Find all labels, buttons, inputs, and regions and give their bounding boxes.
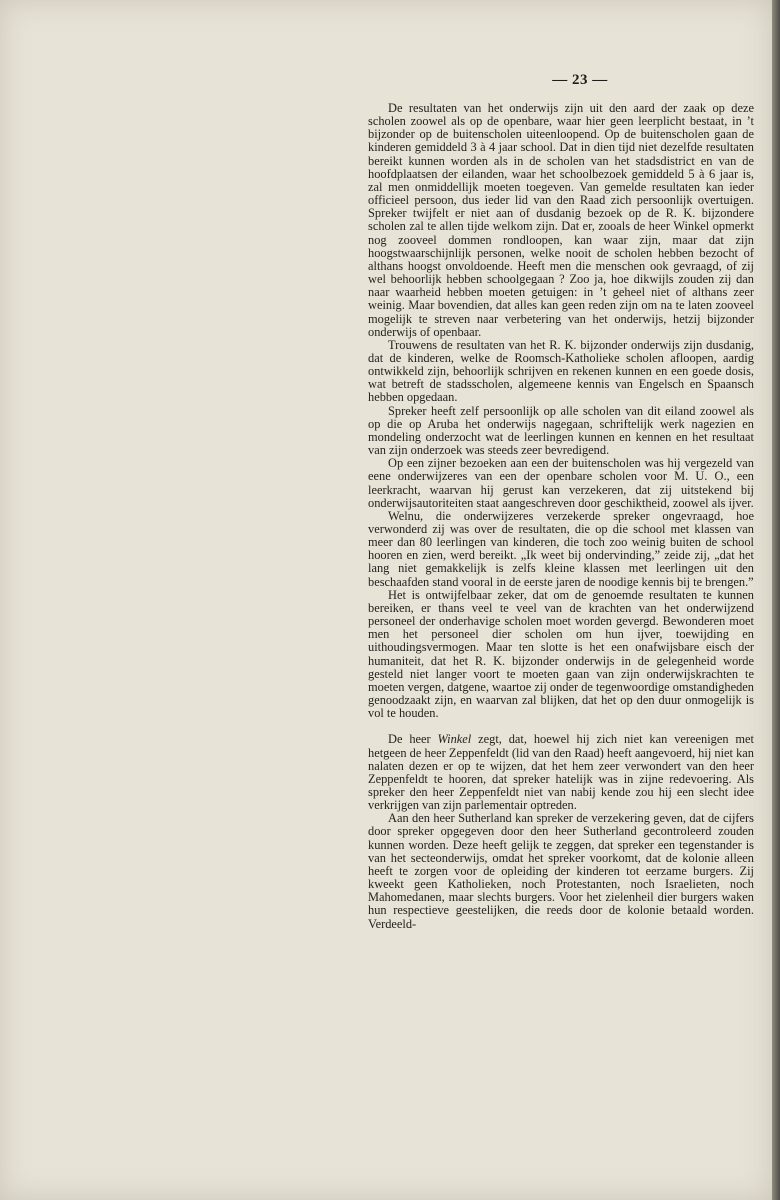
paragraph: Trouwens de resultaten van het R. K. bijzonder onderwijs zijn dusdanig, dat de kinderen, welke de Roomsch-Katholieke scholen afloopen, aardig ontwikkeld zijn, behoorlijk schrijven en rekenen kunnen en een goede dosis, wat betreft de stadsscholen, algemeene kennis van Engelsch en Spaansch hebben opgedaan. — [368, 337, 754, 405]
winkel-paragraph — [368, 733, 754, 812]
paragraph: Het is ontwijfelbaar zeker, dat om de genoemde resultaten te kunnen bereiken, er thans veel te veel van de krachten van het onderwijzend personeel der onderhavige scholen moet worden gevergd. Bewonderen moet men het personeel dier scholen om hun ijver, toewijding en uithoudingsvermogen. Maar ten slotte is het een onafwijsbare eisch der humaniteit, dat het R. K. bijzonder onderwijs in de gelegenheid worde gesteld niet langer voort te moeten gaan van zijn onderwijskrachten te moeten vergen, datgene, waartoe zij onder de tegenwoordige omstandigheden genoodzaakt zijn, en waarvan zal blijken, dat het op den duur onmogelijk is vol te houden. — [368, 587, 754, 721]
speaker-name: Winkel — [437, 732, 472, 747]
winkel-text: zegt, dat, hoewel hij zich niet kan vereenigen met hetgeen de heer Zeppenfeldt (lid van den Raad) heeft aangevoerd, hij niet kan nalaten dezen er op te wijzen, dat het hem zeer verwondert van den heer Zeppenfeldt te hooren, dat spreker hatelijk was in zijne redevoering. Als spreker den heer Zeppenfeldt niet van nabij kende zou hij een slecht idee verkrijgen van zijn parlementair optreden. — [368, 732, 755, 813]
paragraph: Aan den heer Sutherland kan spreker de verzekering geven, dat de cijfers door spreker opgegeven door den heer Sutherland gecontroleerd zouden kunnen worden. Deze heeft gelijk te zeggen, dat spreker een tegenstander is van het secteonderwijs, omdat het spreker voorkomt, dat de kolonie alleen heeft te zorgen voor de opleiding der kinderen tot eerzame burgers. Zij kweekt geen Katholieken, noch Protestanten, noch Israelieten, noch Mahomedanen, maar slechts burgers. Voor het zielenheil dier burgers waken hun respectieve geestelijken, die reeds door de kolonie betaald worden. Verdeeld- — [368, 811, 754, 931]
winkel-prefix: De heer — [388, 732, 438, 747]
paragraph: Op een zijner bezoeken aan een der buitenscholen was hij vergezeld van eene onderwijzeres van een der openbare scholen voor M. U. O., een leerkracht, waarvan hij gerust kan verzekeren, dat zij uitstekend bij onderwijsautoriteiten staat aangeschreven door geschiktheid, zoowel als ijver. — [368, 456, 754, 510]
paragraph: Spreker heeft zelf persoonlijk op alle scholen van dit eiland zoowel als op die op Aruba het onderwijs nagegaan, schriftelijk werk nagezien en mondeling onderzocht wat de leerlingen kunnen en kennen en het resultaat van zijn onderzoek was steeds zeer bevredigend. — [368, 403, 754, 458]
paragraph: De resultaten van het onderwijs zijn uit den aard der zaak op deze scholen zoowel als op de openbare, waar hier geen leerplicht bestaat, in ’t bijzonder op de buitenscholen uiteenloopend. Op de buitenscholen gaan de kinderen gemiddeld 3 à 4 jaar school. Dat in dien tijd niet dezelfde resultaten bereikt kunnen worden als in de scholen van het stadsdistrict en van de hoofdplaatsen der eilanden, waar het schoolbezoek gemiddeld 5 à 6 jaar is, zal men onmiddellijk moeten toegeven. Van gemelde resultaten kan ieder officieel persoon, dus ieder lid van den Raad zich persoonlijk overtuigen. Spreker twijfelt er niet aan of dusdanig bezoek op de R. K. bijzondere scholen zal te allen tijde welkom zijn. Dat er, zooals de heer Winkel opmerkt nog zooveel dommen rondloopen, kan waar zijn, maar dat zijn hoogstwaarschijnlijk personen, welke nooit de scholen hebben bezocht of althans hoogst onvoldoende. Heeft men die menschen ook gevraagd, of zij wel behoorlijk hebben schoolgegaan ? Zoo ja, hoe dikwijls zouden zij dan naar waarheid hebben moeten getuigen: in ’t geheel niet of althans zeer weinig. Maar bovendien, dat alles kan geen reden zijn om na te laten zooveel mogelijk te streven naar verbetering van het onderwijs, hetzij bijzonder onderwijs of openbaar. — [368, 101, 754, 339]
paragraph: Welnu, die onderwijzeres verzekerde spreker ongevraagd, hoe verwonderd zij was over de resultaten, die op die school met klassen van meer dan 80 leerlingen van kinderen, die toch zoo weinig buiten de school hooren en zien, werd bereikt. „Ik weet bij ondervinding,” zeide zij, „dat het lang niet gemakkelijk is zelfs kleine klassen met leerlingen uit den beschaafden stand vooral in de eerste jaren de noodige kennis bij te brengen.” — [368, 508, 754, 589]
text-column — [368, 102, 754, 931]
page-edge — [772, 0, 780, 1200]
page-number: — 23 — — [552, 72, 608, 88]
